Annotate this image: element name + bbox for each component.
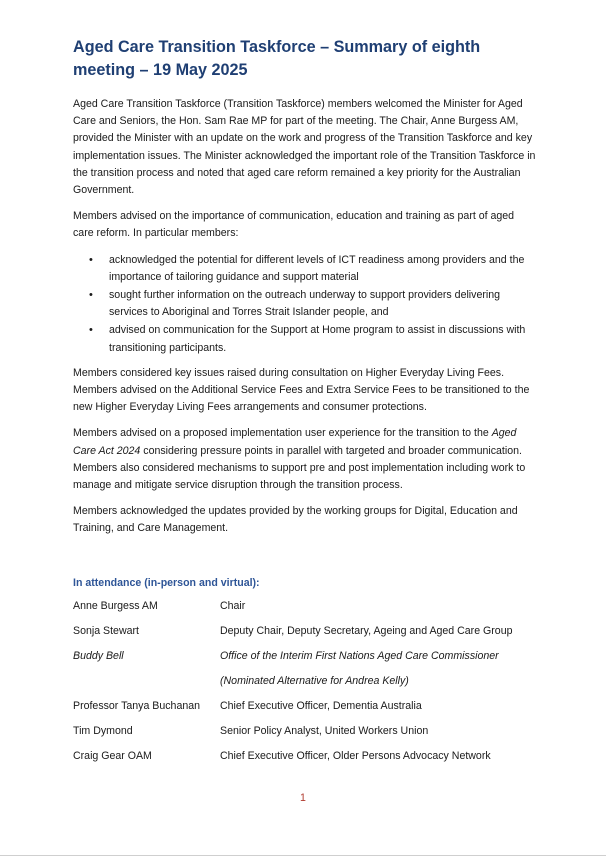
attendance-heading: In attendance (in-person and virtual): (73, 576, 260, 589)
attendee-name: Tim Dymond (73, 724, 133, 737)
page-title: Aged Care Transition Taskforce – Summary of eighth meeting – 19 May 2025 (73, 38, 481, 79)
attendance-table (73, 598, 536, 773)
table-row (73, 723, 536, 748)
table-row (73, 623, 536, 648)
table-row (73, 748, 536, 773)
list-item: • advised on communication for the Support at Home program to assist in discussions with transitioning participants. (89, 322, 536, 356)
table-row (73, 698, 536, 723)
attendee-name: Craig Gear OAM (73, 749, 152, 762)
attendee-name: Anne Burgess AM (73, 599, 158, 612)
attendee-role: Senior Policy Analyst, United Workers Union (220, 724, 429, 737)
list-item: • acknowledged the potential for different levels of ICT readiness among providers and the importance of tailoring guidance and support material (89, 252, 536, 286)
attendee-name: Buddy Bell (73, 649, 124, 662)
page-number: 1 (300, 792, 306, 804)
paragraph-living-fees: Members considered key issues raised during consultation on Higher Everyday Living Fees. Members advised on the Additional Service Fees and Extra Service Fees to be transitioned to the new Higher Everyday Living Fees arrangements and consumer protections. (73, 366, 530, 414)
attendee-role: Chief Executive Officer, Dementia Australia (220, 699, 422, 712)
attendee-role-note: (Nominated Alternative for Andrea Kelly) (220, 674, 409, 687)
paragraph-communication-intro: Members advised on the importance of communication, education and training as part of aged care reform. In particular members: (73, 210, 515, 240)
attendee-role: Deputy Chair, Deputy Secretary, Ageing and Aged Care Group (220, 624, 513, 637)
attendee-role-text: Office of the Interim First Nations Aged Care Commissioner (220, 649, 499, 662)
attendee-name: Professor Tanya Buchanan (73, 699, 201, 712)
table-row (73, 648, 536, 698)
attendee-role: Chief Executive Officer, Older Persons Advocacy Network (220, 749, 491, 762)
list-item: • sought further information on the outreach underway to support providers delivering services to Aboriginal and Torres Strait Islander people, and (89, 287, 536, 321)
attendee-role: Chair (220, 599, 246, 612)
paragraph-text: Members advised on a proposed implementation user experience for the transition to the (73, 427, 492, 440)
paragraph-working-groups: Members acknowledged the updates provided by the working groups for Digital, Education and Training, and Care Management. (73, 505, 518, 535)
attendee-name: Sonja Stewart (73, 624, 139, 637)
table-row (73, 598, 536, 623)
attendee-role (220, 648, 536, 698)
page-bottom-divider (0, 855, 606, 856)
paragraph-implementation (73, 425, 536, 494)
paragraph-minister-welcome: Aged Care Transition Taskforce (Transition Taskforce) members welcomed the Minister for Aged Care and Seniors, the Hon. Sam Rae MP for part of the meeting. The Chair, Anne Burgess AM, provided the Minister with an update on the work and progress of the Transition Taskforce and key implementation issues. The Minister acknowledged the important role of the Transition Taskforce in the transition process and noted that aged care reform remained a key priority for the Australian Government. (73, 98, 536, 197)
paragraph-text: considering pressure points in parallel with targeted and broader communication. Members also considered mechanisms to support pre and post implementation including work to manage and mitigate service disruption through the transition process. (73, 444, 526, 492)
act-title: Aged Care Act 2024 (73, 427, 517, 457)
bullet-list (73, 252, 536, 357)
